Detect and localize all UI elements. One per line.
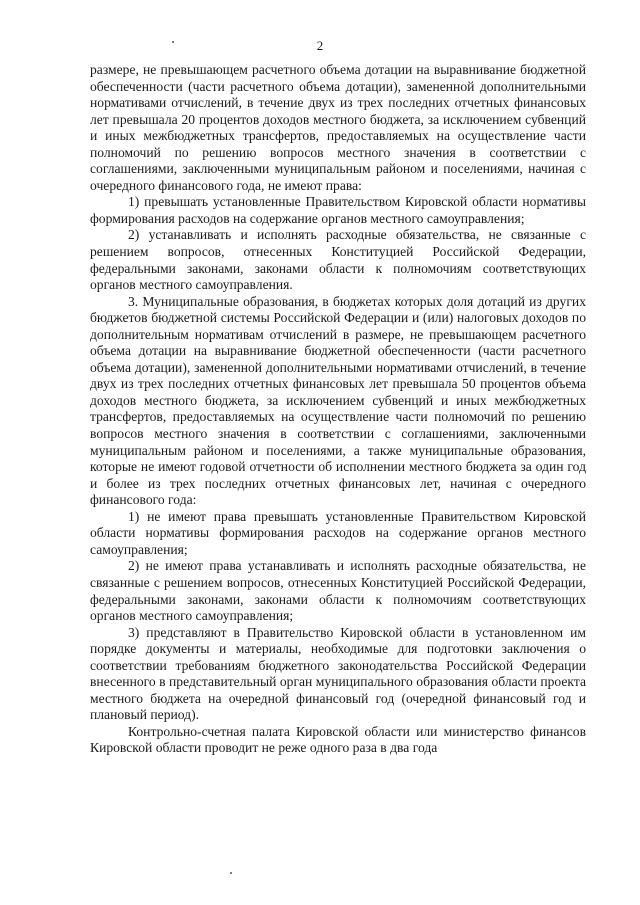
scan-speck bbox=[230, 872, 232, 874]
paragraph: 2) устанавливать и исполнять расходные обязательства, не связанные с решением вопросов, отнесенных Конституцией Российской Федерации, федеральными законами, законами области к полномочиям соответствующих органов местного самоуправления. bbox=[90, 227, 586, 293]
paragraph: 3) представляют в Правительство Кировской области в установленном им порядке документы и материалы, необходимые для подготовки заключения о соответствии требованиям бюджетного законодательства Российской Федерации внесенного в представительный орган муниципального образования области проекта местного бюджета на очередной финансовый год (очередной финансовый год и плановый период). bbox=[90, 624, 586, 723]
paragraph: Контрольно-счетная палата Кировской области или министерство финансов Кировской области проводит не реже одного раза в два года bbox=[90, 723, 586, 756]
paragraph: размере, не превышающем расчетного объема дотации на выравнивание бюджетной обеспеченности (части расчетного объема дотации), замененной дополнительными нормативами отчислений, в течение двух из трех последних отчетных финансовых лет превышала 20 процентов доходов местного бюджета, за исключением субвенций и иных межбюджетных трансфертов, предоставляемых на осуществление части полномочий по решению вопросов местного значения в соответствии с соглашениями, заключенными муниципальным районом и поселениями, начиная с очередного финансового года, не имеют права: bbox=[90, 62, 586, 193]
paragraph: 1) превышать установленные Правительством Кировской области нормативы формирования расходов на содержание органов местного самоуправления; bbox=[90, 194, 586, 226]
paragraph: 2) не имеют права устанавливать и исполнять расходные обязательства, не связанные с решением вопросов, отнесенных Конституцией Российской Федерации, федеральными законами, законами области к полномочиям соответствующих органов местного самоуправления; bbox=[90, 558, 586, 624]
page-number: 2 bbox=[316, 38, 324, 53]
paragraph: 3. Муниципальные образования, в бюджетах которых доля дотаций из других бюджетов бюджетной системы Российской Федерации и (или) налоговых доходов по дополнительным нормативам отчислений в размере, не превышающем расчетного объема дотации на выравнивание бюджетной обеспеченности (части расчетного объема дотации), замененной дополнительными нормативами отчислений, в течение двух из трех последних отчетных финансовых лет превышала 50 процентов объема доходов местного бюджета, за исключением субвенций и иных межбюджетных трансфертов, предоставляемых на осуществление части полномочий по решению вопросов местного значения в соответствии с соглашениями, заключенными муниципальным районом и поселениями, а также муниципальные образования, которые не имеют годовой отчетности об исполнении местного бюджета за один год и более из трех последних отчетных финансовых лет, начиная с очередного финансового года: bbox=[90, 293, 586, 508]
paragraph: 1) не имеют права превышать установленные Правительством Кировской области нормативы формирования расходов на содержание органов местного самоуправления; bbox=[90, 508, 586, 557]
document-body bbox=[90, 62, 586, 757]
